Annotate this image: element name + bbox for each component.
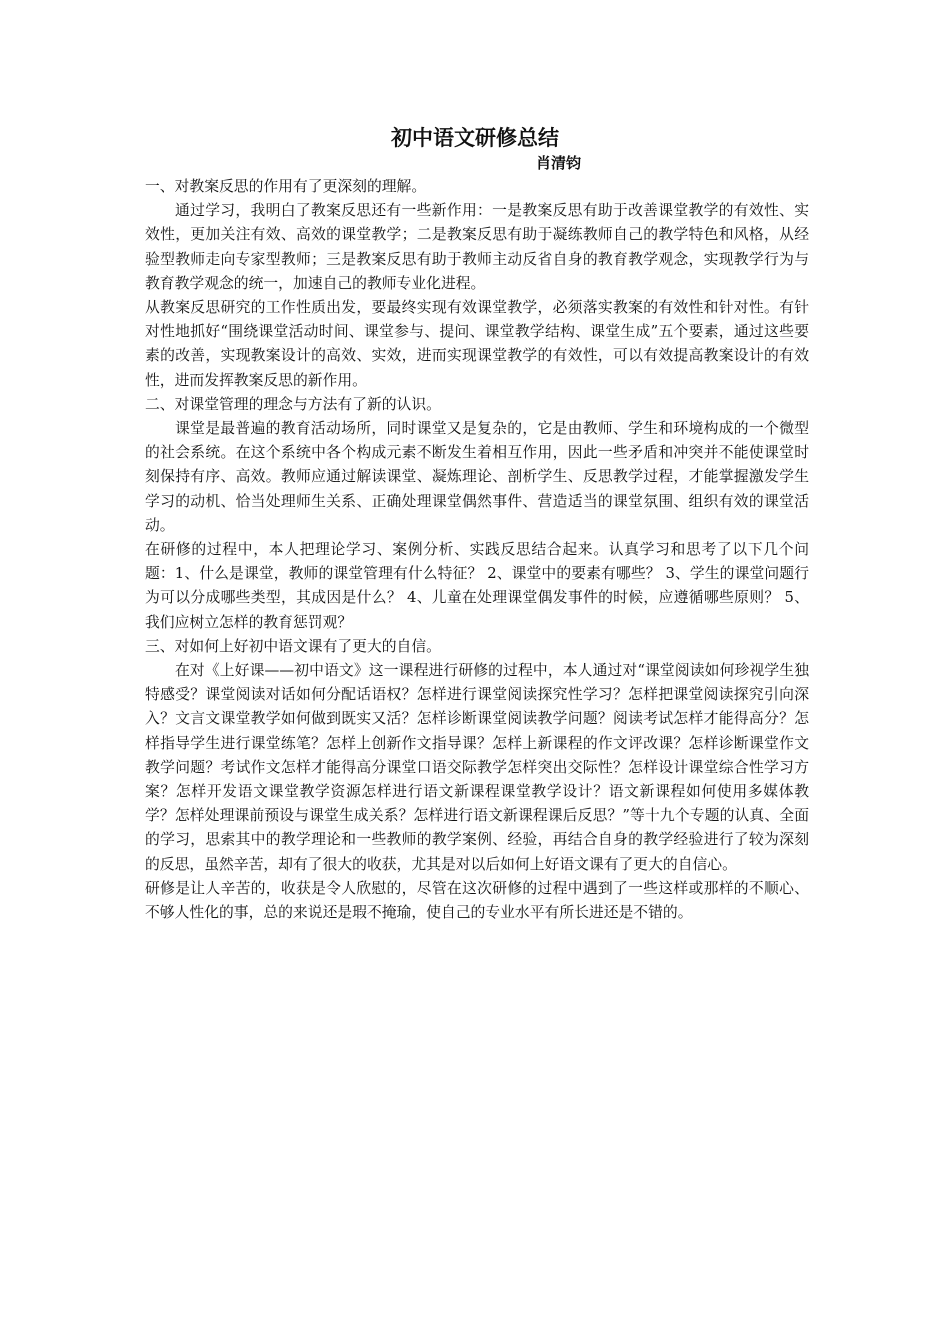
section-heading-3: 三、对如何上好初中语文课有了更大的自信。 [145,637,441,655]
paragraph: 在研修的过程中，本人把理论学习、案例分析、实践反思结合起来。认真学习和思考了以下几个问题：1、什么是课堂，教师的课堂管理有什么特征？ 2、课堂中的要素有哪些？ 3、学生的课堂问题行为可以分成哪些类型，其成因是什么？ 4、儿童在处理课堂偶发事件的时候，应遵循哪些原则？ 5、我们应树立怎样的教育惩罚观？ [145,541,809,631]
document-title: 初中语文研修总结 [391,125,559,150]
section-heading-2: 二、对课堂管理的理念与方法有了新的认识。 [145,395,441,413]
paragraph: 课堂是最普遍的教育活动场所，同时课堂又是复杂的，它是由教师、学生和环境构成的一个微型的社会系统。在这个系统中各个构成元素不断发生着相互作用，因此一些矛盾和冲突并不能使课堂时刻保持有序、高效。教师应通过解读课堂、凝炼理论、剖析学生、反思教学过程，才能掌握激发学生学习的动机、恰当处理师生关系、正确处理课堂偶然事件、营造适当的课堂氛围、组织有效的课堂活动。 [145,420,809,534]
paragraph: 从教案反思研究的工作性质出发，要最终实现有效课堂教学，必须落实教案的有效性和针对性。有针对性地抓好“围绕课堂活动时间、课堂参与、提问、课堂教学结构、课堂生成”五个要素，通过这些要素的改善，实现教案设计的高效、实效，进而实现课堂教学的有效性，可以有效提高教案设计的有效性，进而发挥教案反思的新作用。 [145,299,809,389]
document-author: 肖清钧 [536,154,582,172]
paragraph: 在对《上好课——初中语文》这一课程进行研修的过程中，本人通过对“课堂阅读如何珍视学生独特感受？课堂阅读对话如何分配话语权？怎样进行课堂阅读探究性学习？怎样把课堂阅读探究引向深入？文言文课堂教学如何做到既实又活？怎样诊断课堂阅读教学问题？阅读考试怎样才能得高分？怎样指导学生进行课堂练笔？怎样上创新作文指导课？怎样上新课程的作文评改课？怎样诊断课堂作文教学问题？考试作文怎样才能得高分课堂口语交际教学怎样突出交际性？怎样设计课堂综合性学习方案？怎样开发语文课堂教学资源怎样进行语文新课程课堂教学设计？语文新课程如何使用多媒体教学？怎样处理课前预设与课堂生成关系？怎样进行语文新课程课后反思？”等十九个专题的认真、全面的学习，思索其中的教学理论和一些教师的教学案例、经验，再结合自身的教学经验进行了较为深刻的反思，虽然辛苦，却有了很大的收获，尤其是对以后如何上好语文课有了更大的自信心。 [145,662,809,873]
paragraph: 研修是让人辛苦的，收获是令人欣慰的，尽管在这次研修的过程中遇到了一些这样或那样的不顺心、不够人性化的事，总的来说还是瑕不掩瑜，使自己的专业水平有所长进还是不错的。 [145,879,809,922]
document-body [145,175,809,925]
paragraph: 通过学习，我明白了教案反思还有一些新作用：一是教案反思有助于改善课堂教学的有效性、实效性，更加关注有效、高效的课堂教学；二是教案反思有助于凝练教师自己的教学特色和风格，从经验型教师走向专家型教师；三是教案反思有助于教师主动反省自身的教育教学观念，实现教学行为与教育教学观念的统一，加速自己的教师专业化进程。 [145,202,809,292]
section-heading-1: 一、对教案反思的作用有了更深刻的理解。 [145,178,427,195]
